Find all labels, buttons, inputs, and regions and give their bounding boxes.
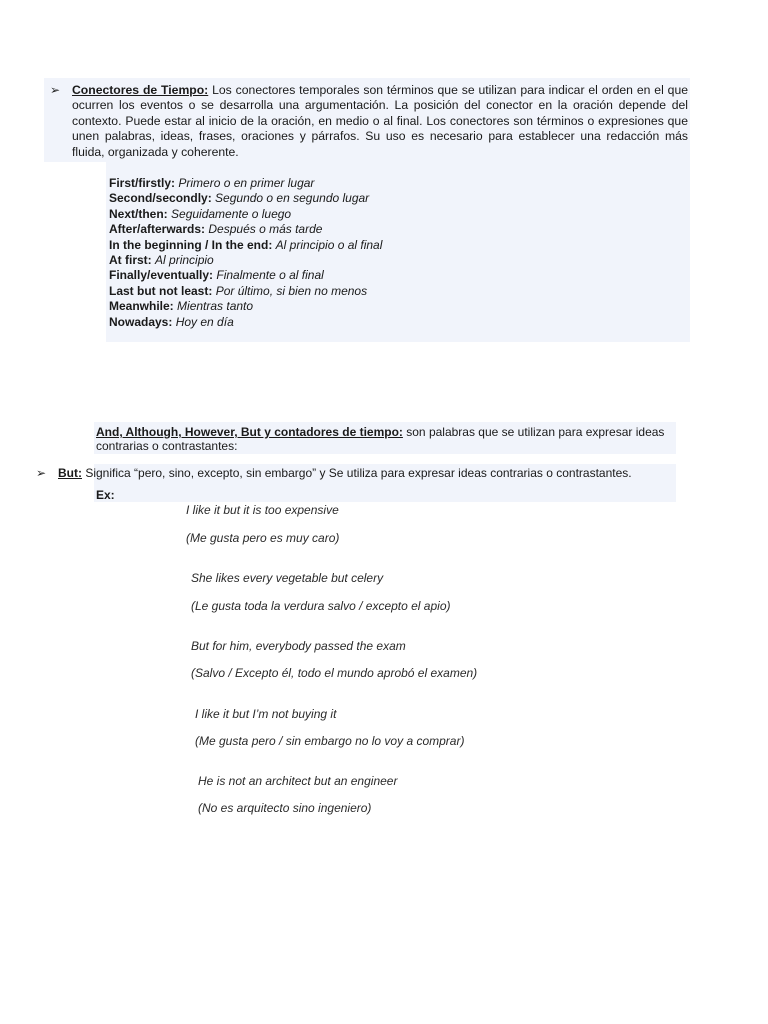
- example-spanish: (Me gusta pero es muy caro): [186, 531, 340, 545]
- connector-term: Nowadays:: [109, 314, 173, 329]
- bullet-arrow-icon: ➢: [50, 83, 61, 97]
- example-spanish: (Me gusta pero / sin embargo no lo voy a comprar): [195, 734, 465, 748]
- connector-meaning: Hoy en día: [175, 314, 234, 329]
- list-item: [109, 315, 382, 330]
- example-spanish: (Le gusta toda la verdura salvo / excepto el apio): [191, 599, 451, 613]
- connector-list: [109, 176, 382, 330]
- example-english: I like it but I’m not buying it: [195, 707, 337, 721]
- list-item: [109, 222, 382, 237]
- list-item: [109, 207, 382, 222]
- connector-meaning: Después o más tarde: [208, 222, 323, 237]
- section1-title: Conectores de Tiempo:: [72, 83, 209, 97]
- connector-term: Second/secondly:: [109, 191, 212, 206]
- connector-term: Finally/eventually:: [109, 268, 214, 283]
- examples-label: Ex:: [96, 488, 115, 502]
- connector-meaning: Finalmente o al final: [216, 268, 324, 283]
- list-item: [109, 176, 382, 191]
- connector-term: After/afterwards:: [109, 222, 206, 237]
- list-item: [109, 191, 382, 206]
- connector-term: First/firstly:: [109, 176, 176, 190]
- connector-term: Meanwhile:: [109, 299, 174, 314]
- connector-meaning: Mientras tanto: [177, 299, 254, 314]
- connector-term: In the beginning / In the end:: [109, 237, 273, 252]
- connector-term: Next/then:: [109, 206, 168, 221]
- section3-paragraph: [58, 466, 698, 480]
- list-item: [109, 299, 382, 314]
- example-english: He is not an architect but an engineer: [198, 774, 398, 788]
- list-item: [109, 238, 382, 253]
- connector-meaning: Seguidamente o luego: [171, 206, 292, 221]
- bullet-arrow-icon: ➢: [36, 466, 47, 480]
- list-item: [109, 253, 382, 268]
- connector-meaning: Segundo o en segundo lugar: [215, 191, 370, 206]
- connector-term: At first:: [109, 253, 152, 268]
- section1-paragraph: [72, 83, 688, 160]
- list-item: [109, 284, 382, 299]
- connector-meaning: Al principio: [155, 253, 214, 268]
- connector-meaning: Al principio o al final: [275, 237, 383, 252]
- example-english: I like it but it is too expensive: [186, 503, 339, 517]
- section3-text: Significa “pero, sino, excepto, sin embargo” y Se utiliza para expresar ideas contrarias o contrastantes.: [82, 466, 632, 480]
- section1-text: Los conectores temporales son términos que se utilizan para indicar el orden en el que ocurren los eventos o se desarrolla una argumentación. La posición del conector en la oración depende del contexto. Puede estar al inicio de la oración, en medio o al final. Los conectores son términos o expresiones que unen palabras, ideas, frases, oraciones y párrafos. Su uso es necesario para establecer una redacción más fluida, organizada y coherente.: [72, 83, 689, 159]
- connector-term: Last but not least:: [109, 283, 213, 298]
- connector-meaning: Por último, si bien no menos: [215, 283, 368, 298]
- connector-meaning: Primero o en primer lugar: [178, 176, 315, 190]
- section2-text: son palabras que se utilizan para expresar ideas contrarias o contrastantes:: [96, 425, 665, 453]
- example-spanish: (Salvo / Excepto él, todo el mundo aprobó el examen): [191, 666, 478, 680]
- example-english: She likes every vegetable but celery: [191, 571, 384, 585]
- list-item: [109, 268, 382, 283]
- example-english: But for him, everybody passed the exam: [191, 639, 406, 653]
- example-spanish: (No es arquitecto sino ingeniero): [198, 801, 372, 815]
- section2-paragraph: [96, 425, 686, 453]
- section2-title: And, Although, However, But y contadores de tiempo:: [96, 425, 403, 439]
- section3-title: But:: [58, 466, 82, 480]
